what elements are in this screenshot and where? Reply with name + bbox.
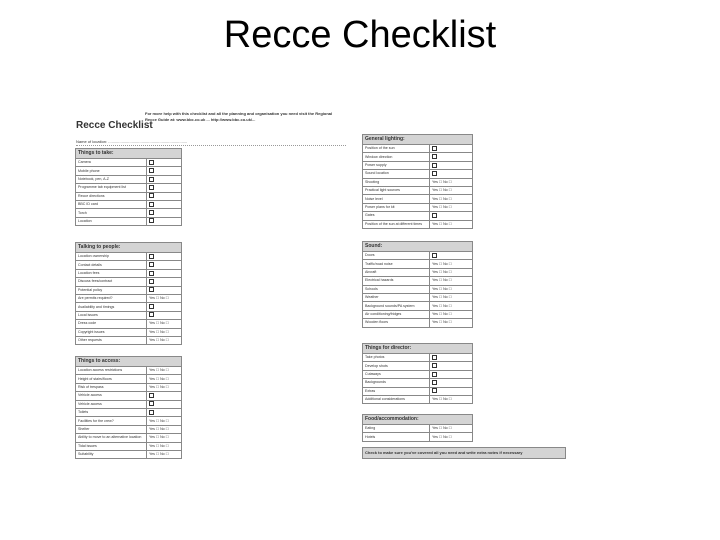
- intro-text: For more help with this checklist and all the planning and organisation you need visit the Regional Recce Guide at: www.bbc.co.uk ... http://www.bbc.co.uk/...: [145, 111, 333, 122]
- checkbox[interactable]: [432, 253, 437, 258]
- checklist-row: [363, 370, 473, 378]
- row-label: Electrical hazards: [363, 277, 430, 285]
- checklist-row: [76, 425, 182, 433]
- checklist-row: [76, 434, 182, 442]
- checkbox[interactable]: [149, 393, 154, 398]
- row-mark: [147, 192, 182, 200]
- checklist-row: [363, 425, 473, 433]
- checkbox[interactable]: [432, 163, 437, 168]
- yes-no-options[interactable]: Yes ☐ No ☐: [432, 320, 452, 325]
- checkbox[interactable]: [149, 410, 154, 415]
- row-label: Copyright issues: [76, 328, 147, 336]
- checklist-row: [76, 269, 182, 277]
- yes-no-options[interactable]: Yes ☐ No ☐: [432, 204, 452, 209]
- checkbox[interactable]: [149, 271, 154, 276]
- row-mark: [430, 186, 473, 194]
- checklist-row: [76, 278, 182, 286]
- row-label: Programme tab equipment list: [76, 184, 147, 192]
- yes-no-options[interactable]: Yes ☐ No ☐: [149, 376, 169, 381]
- checkbox[interactable]: [149, 254, 154, 259]
- yes-no-options[interactable]: Yes ☐ No ☐: [432, 303, 452, 308]
- left-section-0: [75, 148, 182, 226]
- section-title: Talking to people:: [76, 243, 182, 253]
- checklist-row: [76, 261, 182, 269]
- yes-no-options[interactable]: Yes ☐ No ☐: [432, 397, 452, 402]
- checklist-row: [76, 367, 182, 375]
- document-title: Recce Checklist: [76, 120, 153, 131]
- row-label: Location fees: [76, 269, 147, 277]
- yes-no-options[interactable]: Yes ☐ No ☐: [432, 295, 452, 300]
- row-label: Power supply: [363, 161, 430, 169]
- checkbox[interactable]: [432, 355, 437, 360]
- row-mark: [147, 286, 182, 294]
- checklist-row: [363, 319, 473, 327]
- row-label: Tidal issues: [76, 442, 147, 450]
- checkbox[interactable]: [149, 312, 154, 317]
- row-mark: [430, 319, 473, 327]
- checkbox[interactable]: [149, 218, 154, 223]
- checklist-row: [76, 375, 182, 383]
- checklist-row: [76, 159, 182, 167]
- row-mark: [147, 367, 182, 375]
- row-mark: [147, 261, 182, 269]
- checkbox[interactable]: [149, 185, 154, 190]
- checkbox[interactable]: [149, 168, 154, 173]
- checklist-row: [363, 433, 473, 441]
- checkbox[interactable]: [149, 160, 154, 165]
- row-mark: [430, 387, 473, 395]
- checklist-row: [76, 167, 182, 175]
- checklist-row: [363, 186, 473, 194]
- checklist-row: [76, 442, 182, 450]
- section-title: Sound:: [363, 242, 473, 252]
- row-mark: [430, 203, 473, 211]
- right-section-0: [362, 134, 473, 229]
- row-mark: [430, 170, 473, 178]
- checkbox[interactable]: [149, 210, 154, 215]
- yes-no-options[interactable]: Yes ☐ No ☐: [432, 278, 452, 283]
- checklist-row: [76, 303, 182, 311]
- checklist-row: [76, 311, 182, 319]
- row-mark: [147, 217, 182, 225]
- row-mark: [147, 209, 182, 217]
- location-line: Name of location: .......................................................................: [76, 139, 346, 146]
- row-mark: [430, 395, 473, 403]
- checklist-row: [76, 336, 182, 344]
- row-mark: [430, 212, 473, 220]
- yes-no-options[interactable]: Yes ☐ No ☐: [432, 179, 452, 184]
- row-label: Wooden floors: [363, 319, 430, 327]
- checklist-row: [363, 285, 473, 293]
- checklist-document: [73, 100, 653, 480]
- row-label: Availability and timings: [76, 303, 147, 311]
- checkbox[interactable]: [149, 202, 154, 207]
- checklist-row: [363, 195, 473, 203]
- checklist-row: [363, 203, 473, 211]
- row-mark: [147, 392, 182, 400]
- row-label: Weather: [363, 293, 430, 301]
- right-section-3: [362, 414, 473, 442]
- row-mark: [430, 145, 473, 153]
- row-mark: [430, 379, 473, 387]
- checkbox[interactable]: [432, 171, 437, 176]
- yes-no-options[interactable]: Yes ☐ No ☐: [432, 261, 452, 266]
- row-label: Window direction: [363, 153, 430, 161]
- row-mark: [147, 159, 182, 167]
- yes-no-options[interactable]: Yes ☐ No ☐: [432, 286, 452, 291]
- checklist-row: [76, 184, 182, 192]
- row-label: Location access restrictions: [76, 367, 147, 375]
- row-label: Vehicle access: [76, 392, 147, 400]
- row-label: Height of stairs/floors: [76, 375, 147, 383]
- row-label: Doors: [363, 252, 430, 260]
- yes-no-options[interactable]: Yes ☐ No ☐: [149, 443, 169, 448]
- row-label: Shelter: [76, 425, 147, 433]
- checklist-row: [76, 392, 182, 400]
- checkbox[interactable]: [149, 287, 154, 292]
- yes-no-options[interactable]: Yes ☐ No ☐: [432, 221, 452, 226]
- checkbox[interactable]: [149, 401, 154, 406]
- yes-no-options[interactable]: Yes ☐ No ☐: [149, 296, 169, 301]
- checklist-row: [363, 153, 473, 161]
- checkbox[interactable]: [432, 372, 437, 377]
- row-mark: [147, 253, 182, 261]
- row-label: Ability to move to an alternative location: [76, 434, 147, 442]
- checkbox[interactable]: [149, 304, 154, 309]
- row-label: Facilities for the crew?: [76, 417, 147, 425]
- right-section-1: [362, 241, 473, 328]
- checklist-row: [363, 178, 473, 186]
- checkbox[interactable]: [432, 363, 437, 368]
- row-label: Air conditioning/fridges: [363, 310, 430, 318]
- row-mark: [147, 311, 182, 319]
- row-label: Noise level: [363, 195, 430, 203]
- row-mark: [147, 400, 182, 408]
- row-label: Backgrounds: [363, 379, 430, 387]
- row-mark: [430, 310, 473, 318]
- section-title: Things for director:: [363, 344, 473, 354]
- section-title: General lighting:: [363, 135, 473, 145]
- row-label: Notebook, pen, A-Z: [76, 175, 147, 183]
- row-mark: [147, 294, 182, 302]
- row-label: Vehicle access: [76, 400, 147, 408]
- checklist-row: [76, 450, 182, 458]
- row-mark: [147, 200, 182, 208]
- checkbox[interactable]: [432, 146, 437, 151]
- slide-title: Recce Checklist: [223, 14, 497, 56]
- row-mark: [430, 195, 473, 203]
- row-label: Contact details: [76, 261, 147, 269]
- row-mark: [147, 184, 182, 192]
- checklist-row: [76, 192, 182, 200]
- row-label: Shooting: [363, 178, 430, 186]
- checkbox[interactable]: [432, 213, 437, 218]
- checkbox[interactable]: [149, 193, 154, 198]
- row-mark: [147, 328, 182, 336]
- row-mark: [430, 153, 473, 161]
- row-mark: [430, 161, 473, 169]
- row-mark: [147, 434, 182, 442]
- row-mark: [147, 383, 182, 391]
- checklist-row: [76, 320, 182, 328]
- checklist-row: [363, 170, 473, 178]
- row-label: Extras: [363, 387, 430, 395]
- footer-note: Check to make sure you've covered all you need and write extra notes if necessary: [362, 447, 566, 459]
- checklist-row: [76, 328, 182, 336]
- row-mark: [147, 320, 182, 328]
- yes-no-options[interactable]: Yes ☐ No ☐: [149, 435, 169, 440]
- row-label: Practical light sources: [363, 186, 430, 194]
- row-label: Local issues: [76, 311, 147, 319]
- row-label: Mobile phone: [76, 167, 147, 175]
- row-label: Eating: [363, 425, 430, 433]
- yes-no-options[interactable]: Yes ☐ No ☐: [149, 368, 169, 373]
- checklist-row: [363, 387, 473, 395]
- yes-no-options[interactable]: Yes ☐ No ☐: [432, 188, 452, 193]
- row-mark: [147, 336, 182, 344]
- row-mark: [147, 167, 182, 175]
- row-label: Toilets: [76, 408, 147, 416]
- checkbox[interactable]: [149, 279, 154, 284]
- checklist-row: [363, 268, 473, 276]
- row-mark: [147, 175, 182, 183]
- row-label: Torch: [76, 209, 147, 217]
- checklist-row: [363, 395, 473, 403]
- row-mark: [430, 178, 473, 186]
- checkbox[interactable]: [432, 380, 437, 385]
- row-label: Location: [76, 217, 147, 225]
- row-mark: [430, 285, 473, 293]
- yes-no-options[interactable]: Yes ☐ No ☐: [149, 321, 169, 326]
- checkbox[interactable]: [149, 262, 154, 267]
- row-label: Risk of trespass: [76, 383, 147, 391]
- row-mark: [430, 277, 473, 285]
- yes-no-options[interactable]: Yes ☐ No ☐: [149, 418, 169, 423]
- row-label: Gates: [363, 212, 430, 220]
- row-mark: [430, 433, 473, 441]
- left-section-2: [75, 356, 182, 459]
- yes-no-options[interactable]: Yes ☐ No ☐: [432, 426, 452, 431]
- row-mark: [147, 269, 182, 277]
- checklist-row: [76, 209, 182, 217]
- row-mark: [430, 370, 473, 378]
- yes-no-options[interactable]: Yes ☐ No ☐: [149, 426, 169, 431]
- section-title: Things to access:: [76, 357, 182, 367]
- checklist-row: [363, 260, 473, 268]
- row-mark: [430, 293, 473, 301]
- row-mark: [147, 450, 182, 458]
- row-label: Aircraft: [363, 268, 430, 276]
- checklist-row: [76, 294, 182, 302]
- row-mark: [430, 260, 473, 268]
- row-mark: [430, 220, 473, 228]
- row-mark: [147, 417, 182, 425]
- checklist-row: [363, 310, 473, 318]
- row-mark: [147, 408, 182, 416]
- checkbox[interactable]: [432, 388, 437, 393]
- yes-no-options[interactable]: Yes ☐ No ☐: [432, 269, 452, 274]
- checkbox[interactable]: [149, 177, 154, 182]
- section-title: Things to take:: [76, 149, 182, 159]
- checklist-row: [76, 383, 182, 391]
- row-label: Other requests: [76, 336, 147, 344]
- row-mark: [430, 302, 473, 310]
- checklist-row: [363, 252, 473, 260]
- yes-no-options[interactable]: Yes ☐ No ☐: [149, 384, 169, 389]
- row-label: Power plans for kit: [363, 203, 430, 211]
- row-label: Develop shots: [363, 362, 430, 370]
- row-label: Take photos: [363, 354, 430, 362]
- checklist-row: [363, 212, 473, 220]
- checklist-row: [76, 253, 182, 261]
- yes-no-options[interactable]: Yes ☐ No ☐: [149, 452, 169, 457]
- row-mark: [430, 252, 473, 260]
- checklist-row: [363, 277, 473, 285]
- row-label: Are permits required?: [76, 294, 147, 302]
- yes-no-options[interactable]: Yes ☐ No ☐: [149, 338, 169, 343]
- yes-no-options[interactable]: Yes ☐ No ☐: [432, 196, 452, 201]
- row-mark: [147, 278, 182, 286]
- checklist-row: [363, 302, 473, 310]
- yes-no-options[interactable]: Yes ☐ No ☐: [432, 311, 452, 316]
- yes-no-options[interactable]: Yes ☐ No ☐: [149, 329, 169, 334]
- row-mark: [430, 425, 473, 433]
- row-mark: [147, 303, 182, 311]
- yes-no-options[interactable]: Yes ☐ No ☐: [432, 434, 452, 439]
- left-section-1: [75, 242, 182, 345]
- row-mark: [430, 362, 473, 370]
- row-label: Background sounds/PA system: [363, 302, 430, 310]
- checklist-row: [76, 200, 182, 208]
- checklist-row: [363, 354, 473, 362]
- checklist-row: [76, 400, 182, 408]
- checklist-row: [363, 362, 473, 370]
- row-label: BBC ID card: [76, 200, 147, 208]
- row-mark: [147, 442, 182, 450]
- checklist-row: [76, 286, 182, 294]
- row-label: Additional considerations: [363, 395, 430, 403]
- checklist-row: [76, 417, 182, 425]
- row-mark: [430, 268, 473, 276]
- right-section-2: [362, 343, 473, 404]
- checklist-row: [363, 161, 473, 169]
- checklist-row: [76, 408, 182, 416]
- row-label: Position of the sun: [363, 145, 430, 153]
- checklist-row: [363, 220, 473, 228]
- row-label: Schools: [363, 285, 430, 293]
- row-label: Cutaways: [363, 370, 430, 378]
- checklist-row: [363, 293, 473, 301]
- checkbox[interactable]: [432, 154, 437, 159]
- row-label: Camera: [76, 159, 147, 167]
- row-label: Potential policy: [76, 286, 147, 294]
- row-label: Location ownership: [76, 253, 147, 261]
- row-mark: [147, 375, 182, 383]
- checklist-row: [76, 175, 182, 183]
- row-label: Suitability: [76, 450, 147, 458]
- row-label: Dress code: [76, 320, 147, 328]
- checklist-row: [76, 217, 182, 225]
- row-label: Traffic/road noise: [363, 260, 430, 268]
- row-label: Position of the sun at different times: [363, 220, 430, 228]
- row-mark: [430, 354, 473, 362]
- row-label: Discuss fees/contract: [76, 278, 147, 286]
- row-label: Sound location: [363, 170, 430, 178]
- checklist-row: [363, 379, 473, 387]
- row-label: Hotels: [363, 433, 430, 441]
- row-label: Recce directions: [76, 192, 147, 200]
- checklist-row: [363, 145, 473, 153]
- row-mark: [147, 425, 182, 433]
- section-title: Food/accommodation:: [363, 415, 473, 425]
